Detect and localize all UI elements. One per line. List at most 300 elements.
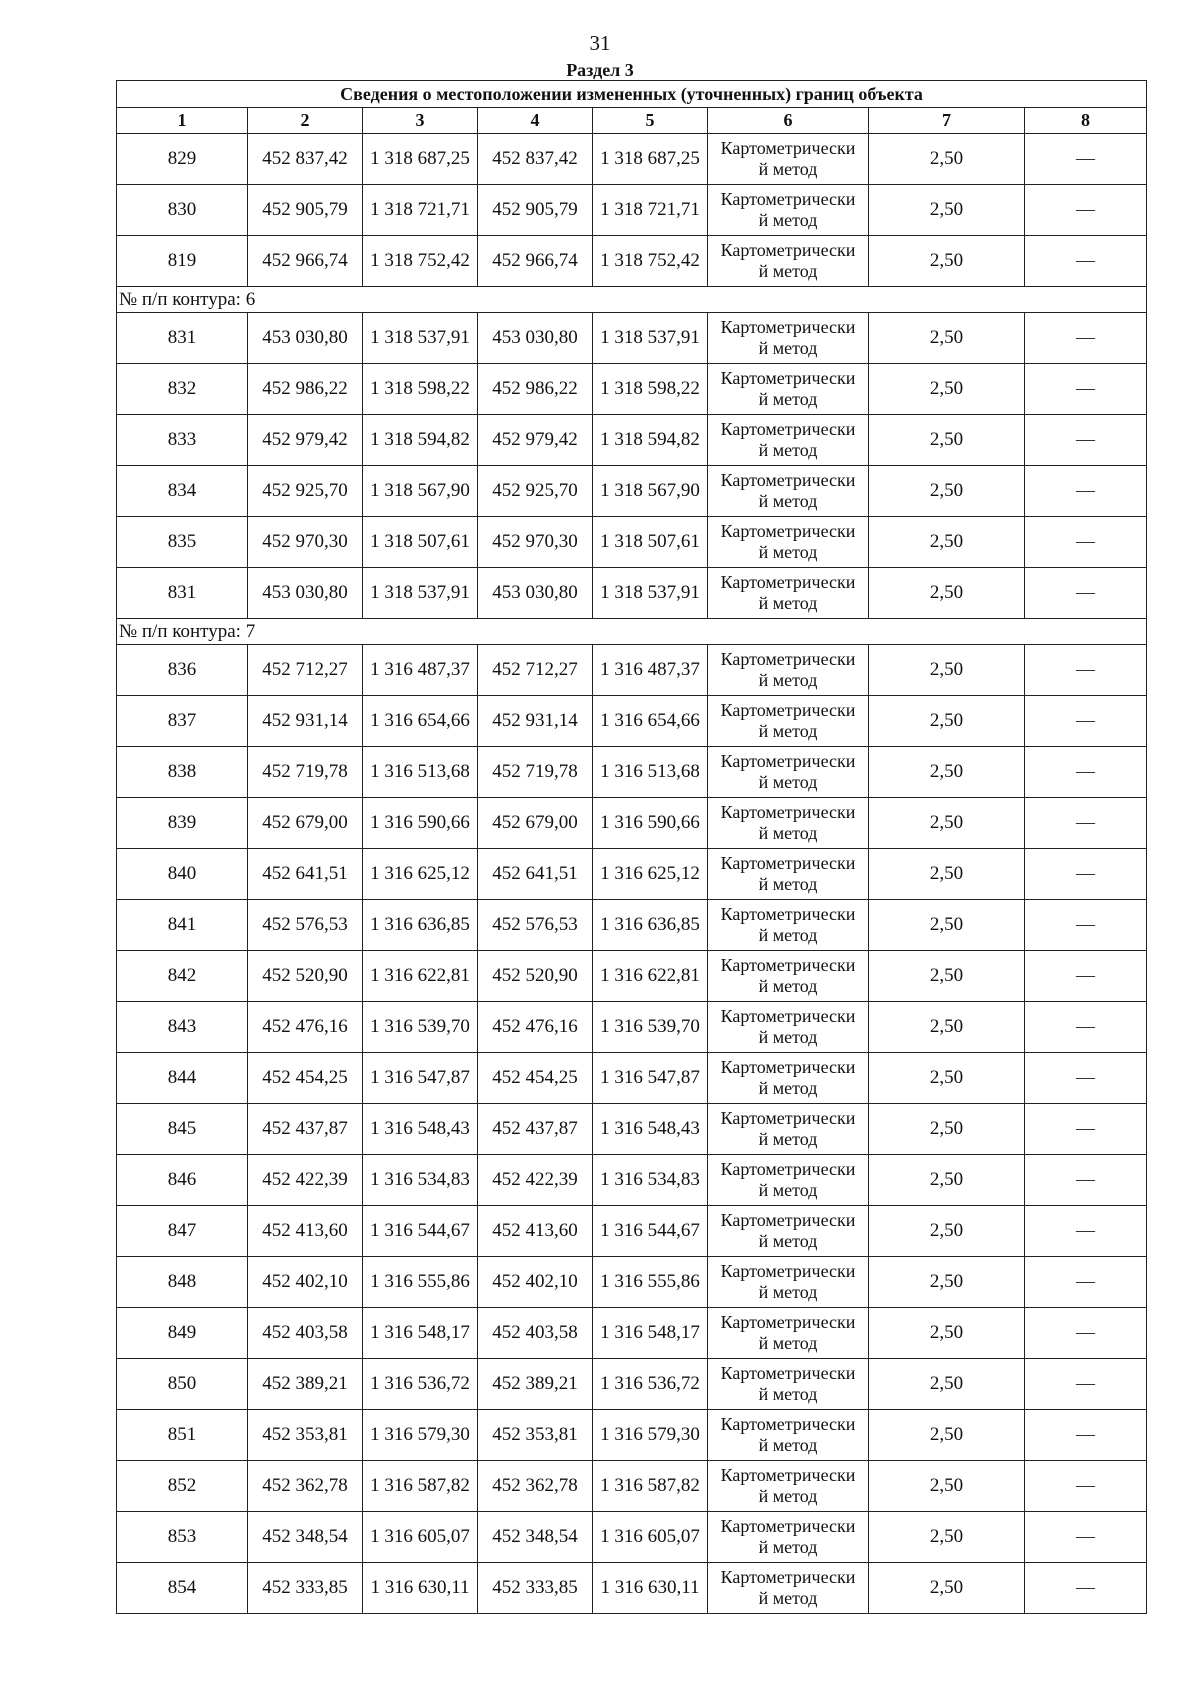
page-number: 31 xyxy=(589,31,611,55)
table-row xyxy=(117,1002,1147,1053)
column-8-value: — xyxy=(1025,951,1147,1002)
method-cell xyxy=(708,415,869,466)
column-number: 1 xyxy=(117,108,248,134)
accuracy: 2,50 xyxy=(869,134,1025,185)
x-coordinate-old: 452 437,87 xyxy=(248,1104,363,1155)
column-8-value: — xyxy=(1025,517,1147,568)
method-line-2: й метод xyxy=(758,1486,818,1506)
contour-label: № п/п контура: 7 xyxy=(117,619,1147,645)
accuracy: 2,50 xyxy=(869,1155,1025,1206)
y-coordinate-new: 1 316 622,81 xyxy=(593,951,708,1002)
x-coordinate-old: 452 905,79 xyxy=(248,185,363,236)
y-coordinate-old: 1 316 587,82 xyxy=(363,1461,478,1512)
y-coordinate-new: 1 318 598,22 xyxy=(593,364,708,415)
method-cell xyxy=(708,313,869,364)
method-cell xyxy=(708,185,869,236)
column-8-value: — xyxy=(1025,849,1147,900)
method-line-1: Картометрически xyxy=(720,1567,856,1587)
x-coordinate-old: 453 030,80 xyxy=(248,313,363,364)
method-line-1: Картометрически xyxy=(720,802,856,822)
method-line-1: Картометрически xyxy=(720,240,856,260)
accuracy: 2,50 xyxy=(869,466,1025,517)
table-row xyxy=(117,364,1147,415)
column-8-value: — xyxy=(1025,1104,1147,1155)
y-coordinate-new: 1 318 687,25 xyxy=(593,134,708,185)
contour-row xyxy=(117,619,1147,645)
x-coordinate-new: 452 362,78 xyxy=(478,1461,593,1512)
x-coordinate-old: 452 333,85 xyxy=(248,1563,363,1614)
y-coordinate-new: 1 316 548,43 xyxy=(593,1104,708,1155)
column-8-value: — xyxy=(1025,313,1147,364)
column-number-row xyxy=(117,108,1147,134)
y-coordinate-new: 1 318 721,71 xyxy=(593,185,708,236)
table-row xyxy=(117,1410,1147,1461)
accuracy: 2,50 xyxy=(869,1308,1025,1359)
method-line-1: Картометрически xyxy=(720,1006,856,1026)
point-number: 843 xyxy=(117,1002,248,1053)
method-line-1: Картометрически xyxy=(720,649,856,669)
point-number: 853 xyxy=(117,1512,248,1563)
accuracy: 2,50 xyxy=(869,951,1025,1002)
column-8-value: — xyxy=(1025,1257,1147,1308)
point-number: 833 xyxy=(117,415,248,466)
x-coordinate-new: 453 030,80 xyxy=(478,313,593,364)
table-row xyxy=(117,900,1147,951)
y-coordinate-new: 1 316 587,82 xyxy=(593,1461,708,1512)
column-number: 7 xyxy=(869,108,1025,134)
y-coordinate-new: 1 316 579,30 xyxy=(593,1410,708,1461)
method-cell xyxy=(708,134,869,185)
point-number: 844 xyxy=(117,1053,248,1104)
accuracy: 2,50 xyxy=(869,415,1025,466)
method-line-2: й метод xyxy=(758,159,818,179)
method-cell xyxy=(708,747,869,798)
accuracy: 2,50 xyxy=(869,1359,1025,1410)
method-line-1: Картометрически xyxy=(720,1312,856,1332)
y-coordinate-old: 1 316 625,12 xyxy=(363,849,478,900)
method-line-1: Картометрически xyxy=(720,700,856,720)
method-line-2: й метод xyxy=(758,261,818,281)
accuracy: 2,50 xyxy=(869,236,1025,287)
method-cell xyxy=(708,1461,869,1512)
accuracy: 2,50 xyxy=(869,313,1025,364)
y-coordinate-new: 1 316 590,66 xyxy=(593,798,708,849)
y-coordinate-new: 1 316 547,87 xyxy=(593,1053,708,1104)
accuracy: 2,50 xyxy=(869,1206,1025,1257)
point-number: 841 xyxy=(117,900,248,951)
y-coordinate-new: 1 316 534,83 xyxy=(593,1155,708,1206)
method-line-1: Картометрически xyxy=(720,368,856,388)
column-number: 4 xyxy=(478,108,593,134)
method-line-2: й метод xyxy=(758,1231,818,1251)
accuracy: 2,50 xyxy=(869,1563,1025,1614)
point-number: 831 xyxy=(117,313,248,364)
method-line-1: Картометрически xyxy=(720,1516,856,1536)
x-coordinate-new: 452 931,14 xyxy=(478,696,593,747)
y-coordinate-old: 1 318 567,90 xyxy=(363,466,478,517)
y-coordinate-old: 1 316 548,43 xyxy=(363,1104,478,1155)
y-coordinate-old: 1 316 544,67 xyxy=(363,1206,478,1257)
method-line-2: й метод xyxy=(758,1282,818,1302)
y-coordinate-new: 1 318 537,91 xyxy=(593,313,708,364)
x-coordinate-new: 453 030,80 xyxy=(478,568,593,619)
method-line-2: й метод xyxy=(758,874,818,894)
point-number: 831 xyxy=(117,568,248,619)
method-cell xyxy=(708,1257,869,1308)
y-coordinate-old: 1 316 548,17 xyxy=(363,1308,478,1359)
method-line-2: й метод xyxy=(758,1384,818,1404)
accuracy: 2,50 xyxy=(869,1053,1025,1104)
method-line-1: Картометрически xyxy=(720,1108,856,1128)
y-coordinate-old: 1 316 636,85 xyxy=(363,900,478,951)
table-body xyxy=(117,81,1147,1614)
x-coordinate-new: 452 679,00 xyxy=(478,798,593,849)
method-line-2: й метод xyxy=(758,925,818,945)
method-line-1: Картометрически xyxy=(720,1057,856,1077)
method-line-2: й метод xyxy=(758,210,818,230)
table-row xyxy=(117,313,1147,364)
column-number: 6 xyxy=(708,108,869,134)
x-coordinate-old: 452 402,10 xyxy=(248,1257,363,1308)
x-coordinate-old: 452 353,81 xyxy=(248,1410,363,1461)
y-coordinate-old: 1 316 536,72 xyxy=(363,1359,478,1410)
x-coordinate-old: 452 641,51 xyxy=(248,849,363,900)
table-row xyxy=(117,1206,1147,1257)
point-number: 836 xyxy=(117,645,248,696)
column-8-value: — xyxy=(1025,364,1147,415)
table-row xyxy=(117,1155,1147,1206)
x-coordinate-new: 452 520,90 xyxy=(478,951,593,1002)
x-coordinate-new: 452 353,81 xyxy=(478,1410,593,1461)
x-coordinate-old: 452 979,42 xyxy=(248,415,363,466)
method-cell xyxy=(708,1002,869,1053)
method-line-1: Картометрически xyxy=(720,751,856,771)
column-8-value: — xyxy=(1025,696,1147,747)
x-coordinate-old: 452 422,39 xyxy=(248,1155,363,1206)
table-title: Сведения о местоположении измененных (уточненных) границ объекта xyxy=(117,81,1147,108)
column-8-value: — xyxy=(1025,1002,1147,1053)
point-number: 848 xyxy=(117,1257,248,1308)
method-line-1: Картометрически xyxy=(720,1210,856,1230)
method-line-1: Картометрически xyxy=(720,904,856,924)
table-row xyxy=(117,951,1147,1002)
point-number: 847 xyxy=(117,1206,248,1257)
x-coordinate-old: 452 389,21 xyxy=(248,1359,363,1410)
y-coordinate-new: 1 316 605,07 xyxy=(593,1512,708,1563)
x-coordinate-new: 452 348,54 xyxy=(478,1512,593,1563)
x-coordinate-new: 452 413,60 xyxy=(478,1206,593,1257)
accuracy: 2,50 xyxy=(869,568,1025,619)
column-8-value: — xyxy=(1025,1359,1147,1410)
column-8-value: — xyxy=(1025,1461,1147,1512)
y-coordinate-new: 1 316 539,70 xyxy=(593,1002,708,1053)
column-8-value: — xyxy=(1025,466,1147,517)
method-cell xyxy=(708,517,869,568)
y-coordinate-old: 1 316 513,68 xyxy=(363,747,478,798)
point-number: 837 xyxy=(117,696,248,747)
x-coordinate-new: 452 925,70 xyxy=(478,466,593,517)
table-row xyxy=(117,849,1147,900)
column-8-value: — xyxy=(1025,645,1147,696)
contour-label: № п/п контура: 6 xyxy=(117,287,1147,313)
point-number: 849 xyxy=(117,1308,248,1359)
y-coordinate-old: 1 318 507,61 xyxy=(363,517,478,568)
accuracy: 2,50 xyxy=(869,798,1025,849)
y-coordinate-old: 1 318 594,82 xyxy=(363,415,478,466)
method-cell xyxy=(708,798,869,849)
method-line-2: й метод xyxy=(758,976,818,996)
table-row xyxy=(117,236,1147,287)
table-row xyxy=(117,517,1147,568)
y-coordinate-new: 1 316 544,67 xyxy=(593,1206,708,1257)
method-line-1: Картометрически xyxy=(720,1414,856,1434)
method-line-1: Картометрически xyxy=(720,189,856,209)
point-number: 854 xyxy=(117,1563,248,1614)
method-line-2: й метод xyxy=(758,440,818,460)
column-8-value: — xyxy=(1025,1410,1147,1461)
x-coordinate-old: 453 030,80 xyxy=(248,568,363,619)
y-coordinate-new: 1 316 536,72 xyxy=(593,1359,708,1410)
method-line-2: й метод xyxy=(758,670,818,690)
method-line-2: й метод xyxy=(758,542,818,562)
x-coordinate-new: 452 333,85 xyxy=(478,1563,593,1614)
accuracy: 2,50 xyxy=(869,900,1025,951)
method-line-2: й метод xyxy=(758,1537,818,1557)
column-8-value: — xyxy=(1025,134,1147,185)
table-row xyxy=(117,415,1147,466)
table-row xyxy=(117,134,1147,185)
method-line-2: й метод xyxy=(758,389,818,409)
y-coordinate-old: 1 316 534,83 xyxy=(363,1155,478,1206)
column-8-value: — xyxy=(1025,1206,1147,1257)
y-coordinate-old: 1 316 605,07 xyxy=(363,1512,478,1563)
method-cell xyxy=(708,1104,869,1155)
method-line-2: й метод xyxy=(758,1129,818,1149)
y-coordinate-old: 1 316 547,87 xyxy=(363,1053,478,1104)
y-coordinate-old: 1 316 487,37 xyxy=(363,645,478,696)
x-coordinate-new: 452 641,51 xyxy=(478,849,593,900)
y-coordinate-old: 1 316 654,66 xyxy=(363,696,478,747)
method-line-1: Картометрически xyxy=(720,419,856,439)
y-coordinate-old: 1 316 590,66 xyxy=(363,798,478,849)
method-line-1: Картометрически xyxy=(720,470,856,490)
x-coordinate-old: 452 520,90 xyxy=(248,951,363,1002)
table-row xyxy=(117,1104,1147,1155)
x-coordinate-old: 452 576,53 xyxy=(248,900,363,951)
y-coordinate-new: 1 318 567,90 xyxy=(593,466,708,517)
table-row xyxy=(117,185,1147,236)
method-cell xyxy=(708,1359,869,1410)
table-row xyxy=(117,747,1147,798)
x-coordinate-old: 452 925,70 xyxy=(248,466,363,517)
y-coordinate-new: 1 316 487,37 xyxy=(593,645,708,696)
column-8-value: — xyxy=(1025,236,1147,287)
column-8-value: — xyxy=(1025,900,1147,951)
y-coordinate-new: 1 318 507,61 xyxy=(593,517,708,568)
column-number: 3 xyxy=(363,108,478,134)
y-coordinate-new: 1 316 654,66 xyxy=(593,696,708,747)
x-coordinate-old: 452 348,54 xyxy=(248,1512,363,1563)
accuracy: 2,50 xyxy=(869,1512,1025,1563)
point-number: 845 xyxy=(117,1104,248,1155)
point-number: 835 xyxy=(117,517,248,568)
method-line-1: Картометрически xyxy=(720,1363,856,1383)
accuracy: 2,50 xyxy=(869,517,1025,568)
point-number: 852 xyxy=(117,1461,248,1512)
y-coordinate-old: 1 316 555,86 xyxy=(363,1257,478,1308)
y-coordinate-new: 1 318 537,91 xyxy=(593,568,708,619)
x-coordinate-old: 452 837,42 xyxy=(248,134,363,185)
x-coordinate-old: 452 454,25 xyxy=(248,1053,363,1104)
point-number: 838 xyxy=(117,747,248,798)
x-coordinate-old: 452 719,78 xyxy=(248,747,363,798)
accuracy: 2,50 xyxy=(869,1410,1025,1461)
x-coordinate-new: 452 837,42 xyxy=(478,134,593,185)
column-8-value: — xyxy=(1025,1512,1147,1563)
y-coordinate-new: 1 318 594,82 xyxy=(593,415,708,466)
column-8-value: — xyxy=(1025,1308,1147,1359)
y-coordinate-new: 1 316 625,12 xyxy=(593,849,708,900)
y-coordinate-new: 1 316 513,68 xyxy=(593,747,708,798)
method-cell xyxy=(708,645,869,696)
column-8-value: — xyxy=(1025,1053,1147,1104)
column-8-value: — xyxy=(1025,415,1147,466)
accuracy: 2,50 xyxy=(869,1002,1025,1053)
y-coordinate-new: 1 316 630,11 xyxy=(593,1563,708,1614)
x-coordinate-old: 452 986,22 xyxy=(248,364,363,415)
x-coordinate-old: 452 413,60 xyxy=(248,1206,363,1257)
column-8-value: — xyxy=(1025,798,1147,849)
accuracy: 2,50 xyxy=(869,1461,1025,1512)
contour-row xyxy=(117,287,1147,313)
table-row xyxy=(117,645,1147,696)
column-8-value: — xyxy=(1025,185,1147,236)
accuracy: 2,50 xyxy=(869,1104,1025,1155)
y-coordinate-old: 1 318 537,91 xyxy=(363,568,478,619)
method-line-1: Картометрически xyxy=(720,853,856,873)
method-line-1: Картометрически xyxy=(720,572,856,592)
x-coordinate-new: 452 403,58 xyxy=(478,1308,593,1359)
table-row xyxy=(117,798,1147,849)
y-coordinate-old: 1 316 630,11 xyxy=(363,1563,478,1614)
column-number: 2 xyxy=(248,108,363,134)
method-line-2: й метод xyxy=(758,1078,818,1098)
x-coordinate-old: 452 679,00 xyxy=(248,798,363,849)
method-cell xyxy=(708,1512,869,1563)
table-title-row xyxy=(117,81,1147,108)
method-cell xyxy=(708,1155,869,1206)
y-coordinate-new: 1 316 636,85 xyxy=(593,900,708,951)
method-line-2: й метод xyxy=(758,1180,818,1200)
y-coordinate-old: 1 318 598,22 xyxy=(363,364,478,415)
column-8-value: — xyxy=(1025,747,1147,798)
table-row xyxy=(117,1359,1147,1410)
y-coordinate-old: 1 316 622,81 xyxy=(363,951,478,1002)
method-line-1: Картометрически xyxy=(720,1465,856,1485)
point-number: 839 xyxy=(117,798,248,849)
accuracy: 2,50 xyxy=(869,645,1025,696)
method-cell xyxy=(708,696,869,747)
method-cell xyxy=(708,1410,869,1461)
x-coordinate-old: 452 403,58 xyxy=(248,1308,363,1359)
x-coordinate-new: 452 986,22 xyxy=(478,364,593,415)
x-coordinate-old: 452 712,27 xyxy=(248,645,363,696)
x-coordinate-new: 452 970,30 xyxy=(478,517,593,568)
method-line-1: Картометрически xyxy=(720,138,856,158)
accuracy: 2,50 xyxy=(869,747,1025,798)
method-line-2: й метод xyxy=(758,491,818,511)
method-cell xyxy=(708,1308,869,1359)
accuracy: 2,50 xyxy=(869,1257,1025,1308)
method-line-1: Картометрически xyxy=(720,955,856,975)
table-row xyxy=(117,696,1147,747)
x-coordinate-old: 452 931,14 xyxy=(248,696,363,747)
y-coordinate-new: 1 316 555,86 xyxy=(593,1257,708,1308)
y-coordinate-old: 1 318 721,71 xyxy=(363,185,478,236)
method-line-2: й метод xyxy=(758,1435,818,1455)
point-number: 850 xyxy=(117,1359,248,1410)
column-number: 8 xyxy=(1025,108,1147,134)
method-cell xyxy=(708,1206,869,1257)
y-coordinate-new: 1 316 548,17 xyxy=(593,1308,708,1359)
point-number: 840 xyxy=(117,849,248,900)
x-coordinate-old: 452 970,30 xyxy=(248,517,363,568)
method-line-1: Картометрически xyxy=(720,1159,856,1179)
table-row xyxy=(117,1512,1147,1563)
method-line-1: Картометрически xyxy=(720,317,856,337)
x-coordinate-new: 452 402,10 xyxy=(478,1257,593,1308)
method-line-2: й метод xyxy=(758,1027,818,1047)
table-row xyxy=(117,1053,1147,1104)
table-row xyxy=(117,568,1147,619)
table-row xyxy=(117,1461,1147,1512)
method-line-1: Картометрически xyxy=(720,1261,856,1281)
point-number: 832 xyxy=(117,364,248,415)
method-line-2: й метод xyxy=(758,338,818,358)
x-coordinate-old: 452 476,16 xyxy=(248,1002,363,1053)
method-line-2: й метод xyxy=(758,1588,818,1608)
x-coordinate-old: 452 966,74 xyxy=(248,236,363,287)
point-number: 819 xyxy=(117,236,248,287)
method-cell xyxy=(708,1053,869,1104)
y-coordinate-new: 1 318 752,42 xyxy=(593,236,708,287)
point-number: 851 xyxy=(117,1410,248,1461)
method-line-2: й метод xyxy=(758,823,818,843)
x-coordinate-new: 452 712,27 xyxy=(478,645,593,696)
method-cell xyxy=(708,1563,869,1614)
y-coordinate-old: 1 316 579,30 xyxy=(363,1410,478,1461)
x-coordinate-new: 452 476,16 xyxy=(478,1002,593,1053)
coordinates-table xyxy=(116,80,1147,1614)
method-line-1: Картометрически xyxy=(720,521,856,541)
y-coordinate-old: 1 318 537,91 xyxy=(363,313,478,364)
x-coordinate-new: 452 454,25 xyxy=(478,1053,593,1104)
method-line-2: й метод xyxy=(758,721,818,741)
method-line-2: й метод xyxy=(758,1333,818,1353)
table-row xyxy=(117,466,1147,517)
point-number: 830 xyxy=(117,185,248,236)
accuracy: 2,50 xyxy=(869,696,1025,747)
point-number: 842 xyxy=(117,951,248,1002)
method-cell xyxy=(708,849,869,900)
accuracy: 2,50 xyxy=(869,364,1025,415)
x-coordinate-new: 452 905,79 xyxy=(478,185,593,236)
x-coordinate-new: 452 576,53 xyxy=(478,900,593,951)
x-coordinate-new: 452 979,42 xyxy=(478,415,593,466)
y-coordinate-old: 1 316 539,70 xyxy=(363,1002,478,1053)
method-line-2: й метод xyxy=(758,593,818,613)
x-coordinate-new: 452 966,74 xyxy=(478,236,593,287)
